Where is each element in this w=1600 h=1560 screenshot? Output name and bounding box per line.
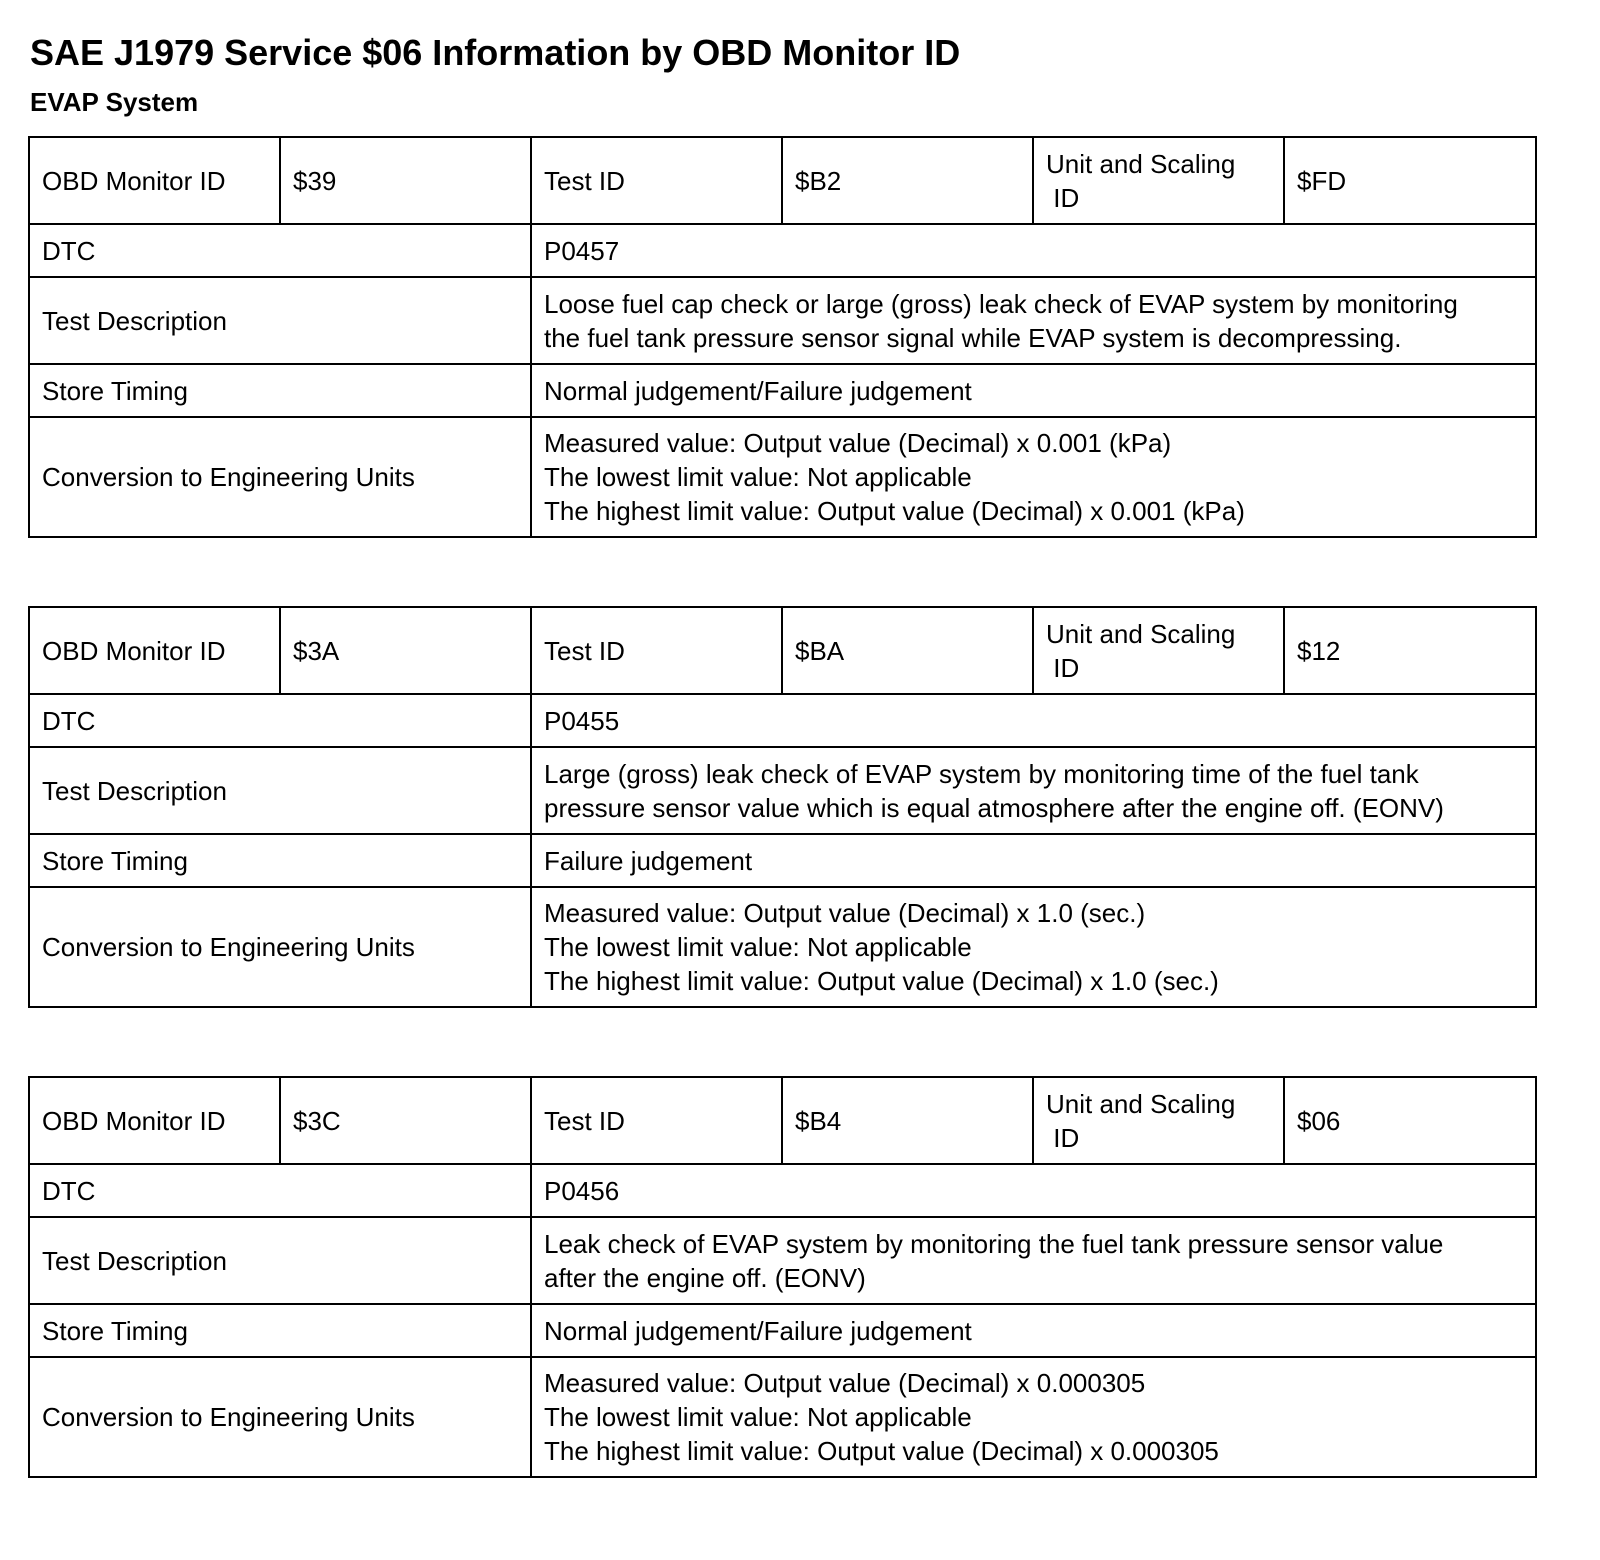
test-description-row: [29, 747, 1536, 834]
store-timing-value: Normal judgement/Failure judgement: [531, 1304, 1536, 1357]
store-timing-value: Normal judgement/Failure judgement: [531, 364, 1536, 417]
test-description-line: Leak check of EVAP system by monitoring the fuel tank pressure sensor value: [544, 1228, 1444, 1259]
unit-scaling-id-label-line2: ID: [1053, 652, 1080, 683]
obd-monitor-id-value: $39: [280, 137, 531, 224]
header-row: [29, 1077, 1536, 1164]
unit-scaling-id-label: [1033, 607, 1284, 694]
test-description-value: [531, 277, 1536, 364]
store-timing-value: Failure judgement: [531, 834, 1536, 887]
header-row: [29, 137, 1536, 224]
conversion-label: Conversion to Engineering Units: [29, 1357, 531, 1477]
monitor-table: [28, 1076, 1537, 1478]
unit-scaling-id-value: $FD: [1284, 137, 1536, 224]
dtc-value: P0455: [531, 694, 1536, 747]
conversion-measured: Measured value: Output value (Decimal) x 0.000305: [544, 1368, 1146, 1398]
test-description-row: [29, 277, 1536, 364]
unit-scaling-id-label: [1033, 137, 1284, 224]
conversion-highest-limit: The highest limit value: Output value (Decimal) x 0.001 (kPa): [544, 496, 1245, 526]
unit-scaling-id-label-line1: Unit and Scaling: [1046, 618, 1236, 649]
unit-scaling-id-label: [1033, 1077, 1284, 1164]
conversion-value: [531, 887, 1536, 1007]
test-id-value: $B4: [782, 1077, 1033, 1164]
test-description-row: [29, 1217, 1536, 1304]
test-id-value: $BA: [782, 607, 1033, 694]
store-timing-label: Store Timing: [29, 364, 531, 417]
test-description-line: pressure sensor value which is equal atmosphere after the engine off. (EONV): [544, 792, 1444, 823]
conversion-highest-limit: The highest limit value: Output value (Decimal) x 1.0 (sec.): [544, 966, 1219, 996]
test-description-label: Test Description: [29, 747, 531, 834]
conversion-row: [29, 1357, 1536, 1477]
dtc-row: [29, 694, 1536, 747]
unit-scaling-id-value: $12: [1284, 607, 1536, 694]
document-title: SAE J1979 Service $06 Information by OBD Monitor ID: [30, 32, 961, 73]
conversion-lowest-limit: The lowest limit value: Not applicable: [544, 462, 972, 492]
conversion-row: [29, 417, 1536, 537]
test-description-line: after the engine off. (EONV): [544, 1262, 866, 1293]
test-id-label: Test ID: [531, 1077, 782, 1164]
unit-scaling-id-label-line1: Unit and Scaling: [1046, 148, 1236, 179]
conversion-measured: Measured value: Output value (Decimal) x 1.0 (sec.): [544, 898, 1146, 928]
obd-monitor-id-value: $3C: [280, 1077, 531, 1164]
dtc-label: DTC: [29, 224, 531, 277]
dtc-label: DTC: [29, 1164, 531, 1217]
conversion-label: Conversion to Engineering Units: [29, 417, 531, 537]
test-description-label: Test Description: [29, 277, 531, 364]
test-id-value: $B2: [782, 137, 1033, 224]
monitor-table: [28, 606, 1537, 1008]
test-description-value: [531, 747, 1536, 834]
test-description-label: Test Description: [29, 1217, 531, 1304]
conversion-lowest-limit: The lowest limit value: Not applicable: [544, 932, 972, 962]
store-timing-row: [29, 364, 1536, 417]
obd-monitor-id-value: $3A: [280, 607, 531, 694]
test-id-label: Test ID: [531, 607, 782, 694]
test-description-line: Large (gross) leak check of EVAP system by monitoring time of the fuel tank: [544, 758, 1419, 789]
obd-monitor-id-label: OBD Monitor ID: [29, 1077, 280, 1164]
conversion-label: Conversion to Engineering Units: [29, 887, 531, 1007]
test-id-label: Test ID: [531, 137, 782, 224]
store-timing-label: Store Timing: [29, 834, 531, 887]
unit-scaling-id-label-line2: ID: [1053, 1122, 1080, 1153]
obd-monitor-id-label: OBD Monitor ID: [29, 607, 280, 694]
unit-scaling-id-value: $06: [1284, 1077, 1536, 1164]
dtc-value: P0456: [531, 1164, 1536, 1217]
conversion-value: [531, 417, 1536, 537]
store-timing-label: Store Timing: [29, 1304, 531, 1357]
dtc-value: P0457: [531, 224, 1536, 277]
dtc-row: [29, 224, 1536, 277]
store-timing-row: [29, 834, 1536, 887]
conversion-highest-limit: The highest limit value: Output value (Decimal) x 0.000305: [544, 1436, 1219, 1466]
conversion-value: [531, 1357, 1536, 1477]
store-timing-row: [29, 1304, 1536, 1357]
test-description-line: the fuel tank pressure sensor signal while EVAP system is decompressing.: [544, 322, 1402, 353]
obd-monitor-id-label: OBD Monitor ID: [29, 137, 280, 224]
monitor-table: [28, 136, 1537, 538]
document-subtitle: EVAP System: [30, 87, 199, 117]
header-row: [29, 607, 1536, 694]
unit-scaling-id-label-line1: Unit and Scaling: [1046, 1088, 1236, 1119]
test-description-value: [531, 1217, 1536, 1304]
dtc-label: DTC: [29, 694, 531, 747]
dtc-row: [29, 1164, 1536, 1217]
test-description-line: Loose fuel cap check or large (gross) leak check of EVAP system by monitoring: [544, 288, 1458, 319]
conversion-measured: Measured value: Output value (Decimal) x 0.001 (kPa): [544, 428, 1172, 458]
unit-scaling-id-label-line2: ID: [1053, 182, 1080, 213]
conversion-lowest-limit: The lowest limit value: Not applicable: [544, 1402, 972, 1432]
conversion-row: [29, 887, 1536, 1007]
